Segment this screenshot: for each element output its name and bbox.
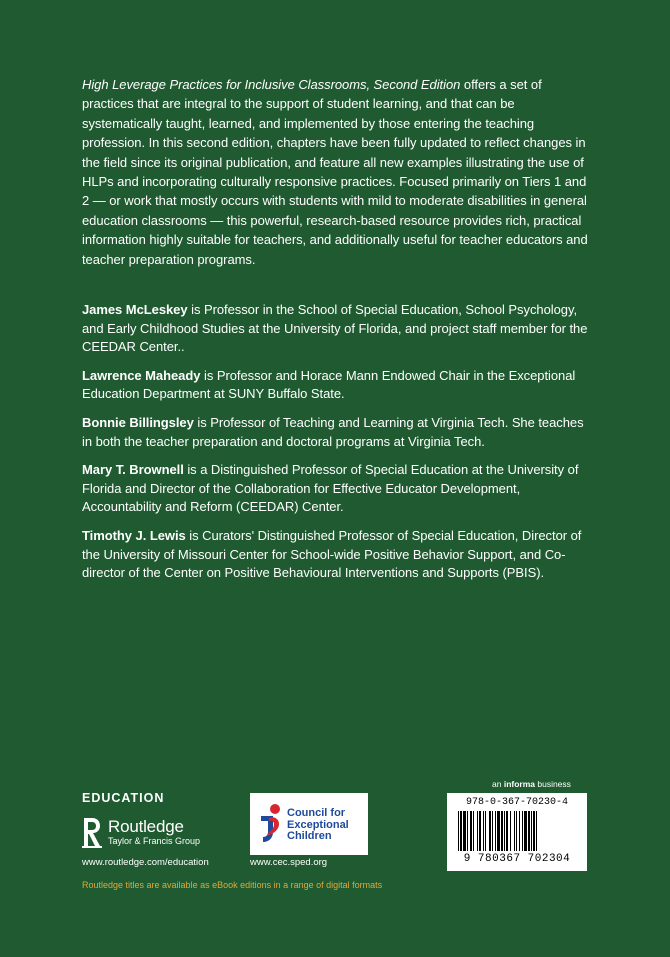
isbn-digits: 9 780367 702304 xyxy=(463,853,571,865)
barcode-bar xyxy=(467,811,468,851)
cec-url[interactable]: www.cec.sped.org xyxy=(250,857,328,868)
informa-bold: informa xyxy=(503,779,535,789)
cec-line: Exceptional xyxy=(287,818,349,831)
barcode-bar xyxy=(522,811,523,851)
barcode-bar xyxy=(463,811,466,851)
ebook-note: Routledge titles are available as eBook editions in a range of digital formats xyxy=(82,880,383,890)
barcode-bar xyxy=(477,811,478,851)
isbn-text: 978-0-367-70230-4 xyxy=(465,797,569,808)
barcode-bar xyxy=(536,811,537,851)
book-description xyxy=(82,75,592,269)
barcode-bar xyxy=(514,811,515,851)
routledge-r-icon xyxy=(82,816,102,848)
barcode-bar xyxy=(528,811,530,851)
informa-suffix: business xyxy=(535,779,571,789)
cec-line: Children xyxy=(287,830,332,842)
barcode-bar xyxy=(458,811,459,851)
routledge-logo xyxy=(82,814,232,850)
author-name: Bonnie Billingsley xyxy=(82,414,194,430)
barcode-bars xyxy=(457,811,577,851)
informa-prefix: an xyxy=(492,779,504,789)
author-name: Mary T. Brownell xyxy=(82,462,184,478)
barcode-bar xyxy=(516,811,517,851)
author-name: Timothy J. Lewis xyxy=(82,527,186,543)
barcode-bar xyxy=(489,811,491,851)
author-bio xyxy=(82,301,592,357)
author-name: James McLeskey xyxy=(82,302,188,317)
informa-label xyxy=(492,779,571,789)
cec-line: Council xyxy=(287,807,328,819)
barcode-bar xyxy=(524,811,527,851)
cec-logo xyxy=(250,793,368,855)
author-bio xyxy=(82,367,592,404)
isbn-barcode xyxy=(447,793,587,871)
cec-emblem-icon xyxy=(257,802,287,846)
book-title: High Leverage Practices for Inclusive Classrooms, Second Edition xyxy=(82,77,461,92)
barcode-bar xyxy=(501,811,503,851)
publisher-url[interactable]: www.routledge.com/education xyxy=(82,857,209,868)
author-bio xyxy=(82,414,592,451)
barcode-bar xyxy=(473,811,474,851)
barcode-bar xyxy=(533,811,535,851)
barcode-bar xyxy=(485,811,486,851)
barcode-bar xyxy=(483,811,484,851)
author-bio xyxy=(82,461,592,517)
author-bio xyxy=(82,527,592,583)
barcode-bar xyxy=(519,811,520,851)
barcode-bar xyxy=(492,811,493,851)
barcode-bar xyxy=(460,811,462,851)
description-text: offers a set of practices that are integral to the support of student learning, and that can be systematically taught, learned, and implemented by those entering the teaching profession. In this second edition, chapters have been fully updated to reflect changes in the field since its original publication, and feature all new examples illustrating the use of HLPs and incorporating culturally responsive practices. Focused primarily on Tiers 1 and 2 — or work that mostly occurs with students with mild to moderate disabilities in general education classrooms — this powerful, research-based resource provides rich, practical information highly suitable for teachers, and additionally useful for teacher educators and teacher preparation programs. xyxy=(82,77,588,267)
barcode-bar xyxy=(531,811,532,851)
barcode-bar xyxy=(470,811,472,851)
cec-line: for xyxy=(330,807,346,819)
author-bio-text: is a Distinguished Professor of Special Education at the University of Florida and Director of the Collaboration for Effective Educator Development, Accountability and Reform (CEEDAR) Center. xyxy=(82,462,579,515)
barcode-bar xyxy=(510,811,511,851)
category-label: EDUCATION xyxy=(82,791,165,805)
author-bios xyxy=(82,301,592,593)
barcode-bar xyxy=(504,811,505,851)
cec-name xyxy=(287,808,349,843)
author-bio-text: is Professor in the School of Special Education, School Psychology, and Early Childhood Studies at the University of Florida, and project staff member for the CEEDAR Center.. xyxy=(82,302,588,355)
barcode-bar xyxy=(479,811,481,851)
barcode-bar xyxy=(506,811,508,851)
publisher-name: Routledge xyxy=(108,816,184,836)
author-bio-text: is Curators' Distinguished Professor of Special Education, Director of the University of Missouri Center for School-wide Positive Behavior Support, and Co-director of the Center on Positive Behavioural Interventions and Supports (PBIS). xyxy=(82,527,582,581)
author-name: Lawrence Maheady xyxy=(82,367,201,383)
barcode-bar xyxy=(497,811,500,851)
publisher-subtitle: Taylor & Francis Group xyxy=(108,835,201,846)
barcode-bar xyxy=(495,811,496,851)
author-bio-text: is Professor and Horace Mann Endowed Chair in the Exceptional Education Department at SUNY Buffalo State. xyxy=(82,367,576,402)
author-bio-text: is Professor of Teaching and Learning at Virginia Tech. She teaches in both the teacher preparation and doctoral programs at Virginia Tech. xyxy=(82,414,584,449)
